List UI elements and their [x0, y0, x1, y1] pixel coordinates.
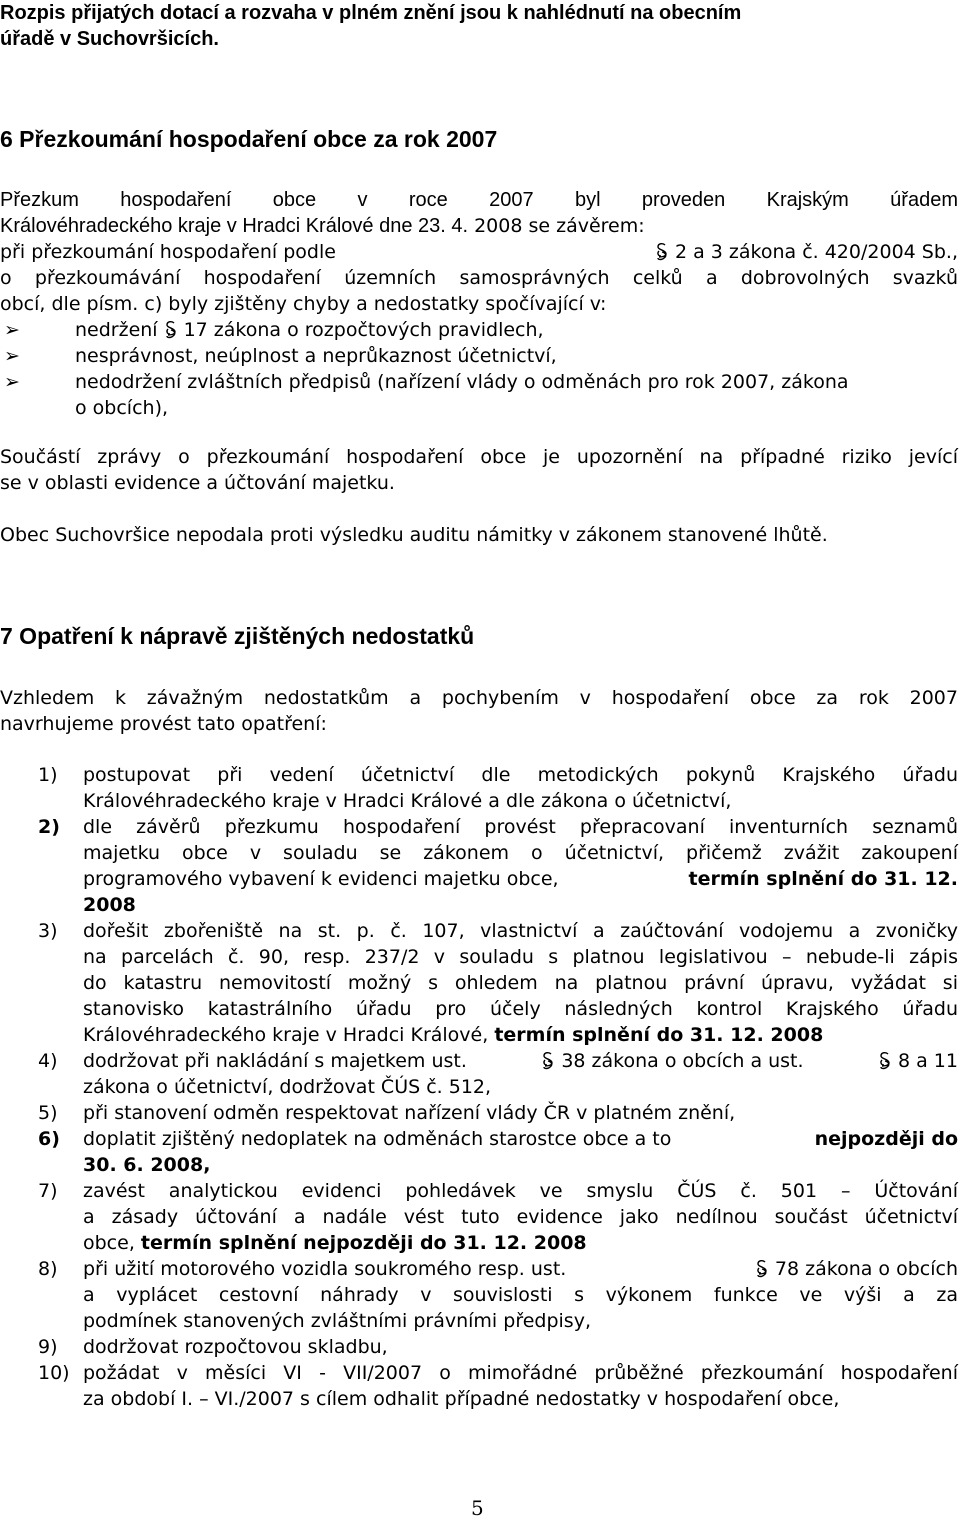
s7-item-7-l2: a zásady účtování a nadále vést tuto evidence jako nedílnou součást účetnictví — [83, 1206, 958, 1228]
s6-bullet-3: ➢ nedodržení zvláštních předpisů (nařízení vlády o odměnách pro rok 2007, zákona — [4, 371, 849, 393]
s6-p1-line-1: Přezkum hospodaření obce v roce 2007 byl proveden Krajským úřadem — [0, 189, 958, 211]
section-6-heading: 6 Přezkoumání hospodaření obce za rok 2007 — [0, 126, 498, 152]
s7-item-3-l5: Královéhradeckého kraje v Hradci Králové, termín splnění do 31. 12. 2008 — [83, 1024, 824, 1046]
s6-bullet-1: ➢ nedržení 17 zákona o rozpočtových pravidlech, — [4, 319, 544, 341]
s7-item-3-l3: do katastru nemovitostí možný s ohledem na platnou právní úpravu, vyžádat si — [83, 972, 958, 994]
section-7-heading: 7 Opatření k nápravě zjištěných nedostatků — [0, 623, 475, 649]
arrow-bullet-icon: ➢ — [4, 319, 20, 341]
s7-item-7-l3: obce, termín splnění nejpozději do 31. 12. 2008 — [83, 1232, 587, 1254]
intro-line-1: Rozpis přijatých dotací a rozvaha v plném znění jsou k nahlédnutí na obecním — [0, 2, 742, 24]
s7-item-2-l4: 2008 — [83, 894, 136, 916]
s6-bullet-2: ➢ nesprávnost, neúplnost a neprůkaznost účetnictví, — [4, 345, 557, 367]
paragraph-sign-icon — [878, 1051, 892, 1073]
s7-p1-line-2: navrhujeme provést tato opatření: — [0, 713, 327, 735]
s6-bullet-3-cont: o obcích), — [75, 397, 169, 419]
s6-p3: Obec Suchovršice nepodala proti výsledku auditu námitky v zákonem stanovené lhůtě. — [0, 524, 828, 546]
s6-p1-line-3: při přezkoumání hospodaření podle 2 a 3 zákona č. 420/2004 Sb., — [0, 241, 958, 263]
paragraph-sign-icon — [755, 1259, 769, 1281]
s7-item-8-l2: a vyplácet cestovní náhrady v souvislosti s výkonem funkce ve výši a za — [83, 1284, 958, 1306]
paragraph-sign-icon — [655, 242, 669, 264]
paragraph-sign-icon — [541, 1051, 555, 1073]
s7-item-3-l4: stanovisko katastrálního úřadu pro účely následných kontrol Krajského úřadu — [83, 998, 958, 1020]
paragraph-sign-icon — [164, 320, 178, 342]
s6-p2-line-2: se v oblasti evidence a účtování majetku. — [0, 472, 395, 494]
s7-item-4-l2: zákona o účetnictví, dodržovat ČÚS č. 512, — [83, 1076, 492, 1098]
s7-item-6-l2: 30. 6. 2008, — [83, 1154, 211, 1176]
s6-p1-line-5: obcí, dle písm. c) byly zjištěny chyby a nedostatky spočívající v: — [0, 293, 607, 315]
s7-item-8-l3: podmínek stanovených zvláštními právními předpisy, — [83, 1310, 591, 1332]
s6-p1-line-2: Královéhradeckého kraje v Hradci Králové dne 23. 4. 2008 se závěrem: — [0, 215, 645, 237]
arrow-bullet-icon: ➢ — [4, 345, 20, 367]
s7-item-10-l2: za období I. – VI./2007 s cílem odhalit případné nedostatky v hospodaření obce, — [83, 1388, 840, 1410]
s7-p1-line-1: Vzhledem k závažným nedostatkům a pochybením v hospodaření obce za rok 2007 — [0, 687, 958, 709]
intro-line-2: úřadě v Suchovršicích. — [0, 28, 219, 50]
s6-p2-line-1: Součástí zprávy o přezkoumání hospodaření obce je upozornění na případné riziko jevící — [0, 446, 958, 468]
s6-p1-line-4: o přezkoumávání hospodaření územních samosprávných celků a dobrovolných svazků — [0, 267, 958, 289]
s7-item-1-l2: Královéhradeckého kraje v Hradci Králové a dle zákona o účetnictví, — [83, 790, 732, 812]
s7-item-2-l3: programového vybavení k evidenci majetku obce, termín splnění do 31. 12. — [83, 868, 958, 890]
s7-item-2-l2: majetku obce v souladu se zákonem o účetnictví, přičemž zvážit zakoupení — [83, 842, 958, 864]
s7-item-3-l2: na parcelách č. 90, resp. 237/2 v souladu s platnou legislativou – nebude-li zápis — [83, 946, 958, 968]
arrow-bullet-icon: ➢ — [4, 371, 20, 393]
page-number: 5 — [471, 1496, 484, 1520]
